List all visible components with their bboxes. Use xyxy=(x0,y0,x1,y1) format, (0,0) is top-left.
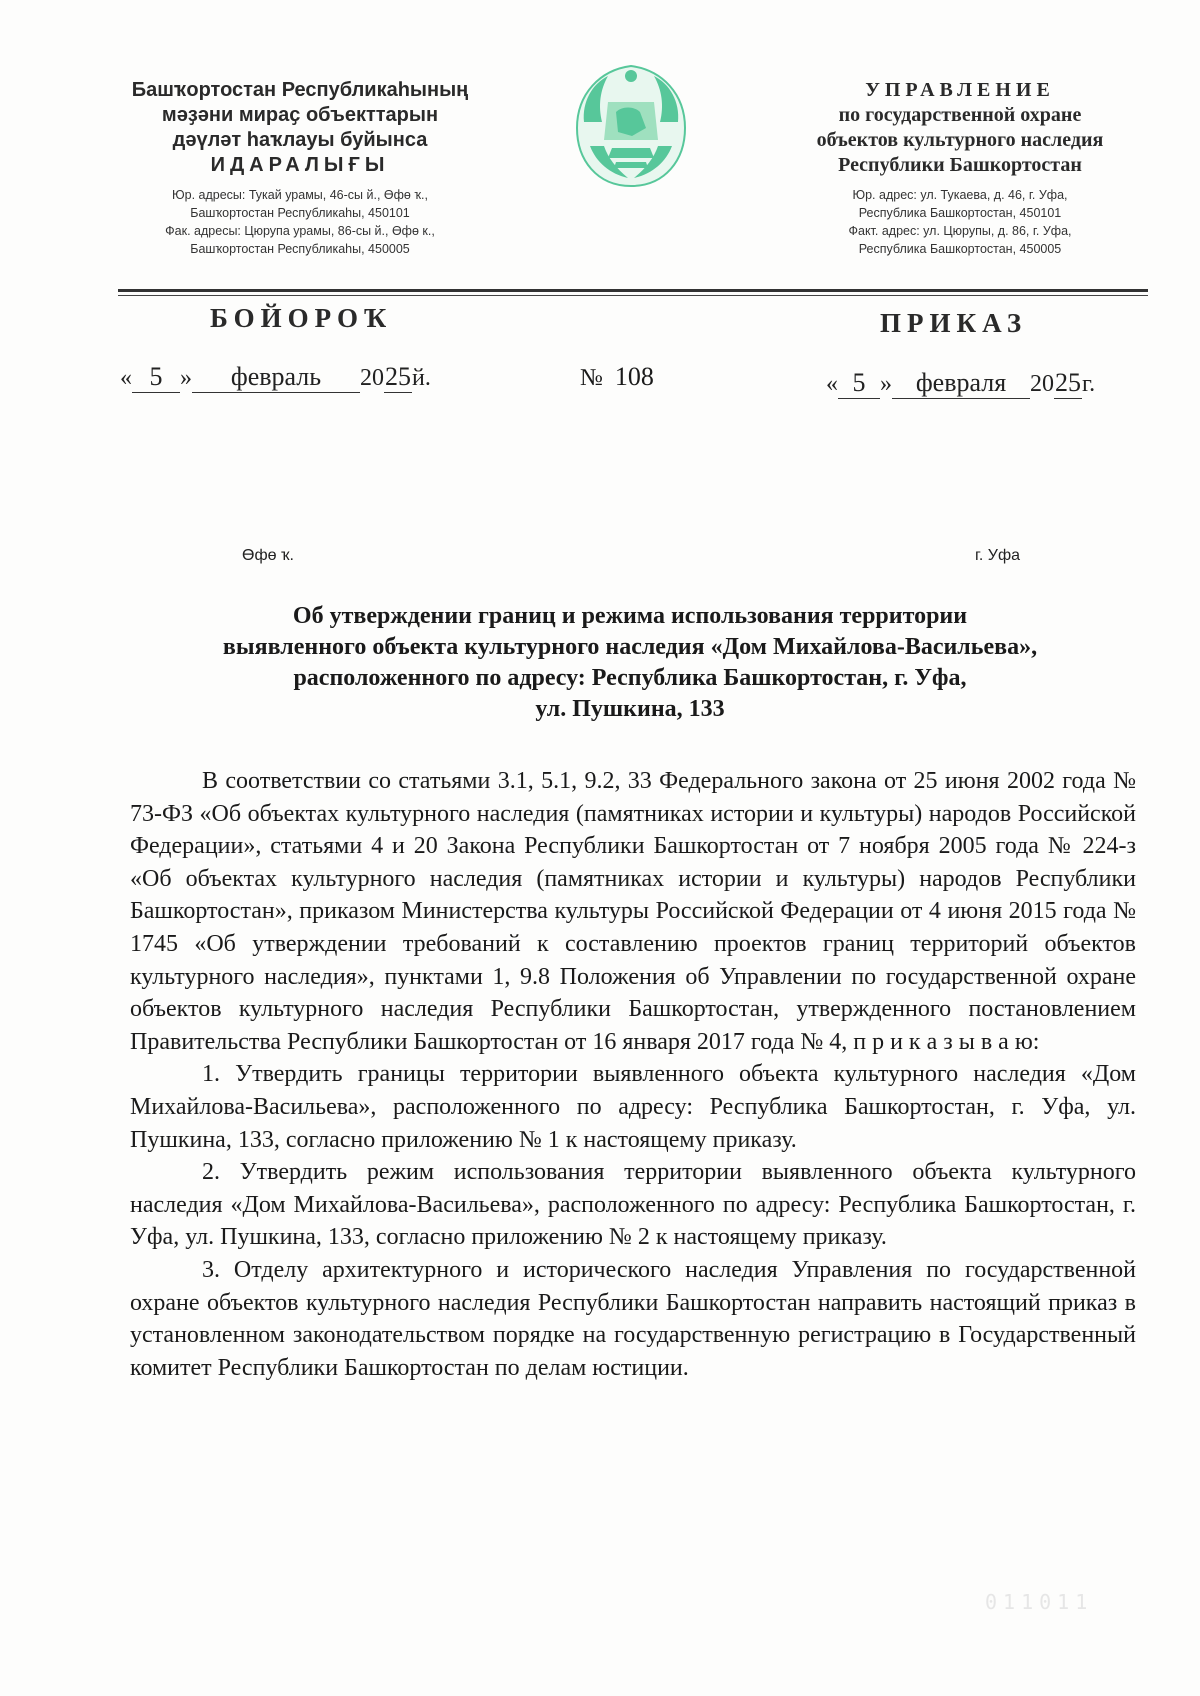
year-prefix: 20 xyxy=(360,365,384,391)
address-left xyxy=(115,186,485,258)
date-right xyxy=(826,368,1095,399)
quote-close: » xyxy=(180,365,192,391)
org-line: мәҙәни мираҫ объекттарын xyxy=(161,104,439,126)
date-day: 5 xyxy=(838,368,880,399)
org-line: дәүләт һаҡлауы буйынса xyxy=(172,129,428,151)
quote-open: « xyxy=(826,371,838,397)
org-line: Республики Башкортостан xyxy=(838,154,1082,176)
city-right: г. Уфа xyxy=(975,547,1020,564)
title-line: расположенного по адресу: Республика Башкортостан, г. Уфа, xyxy=(293,665,967,691)
doc-type-bashkir: БОЙОРОҠ xyxy=(210,303,393,333)
order-number xyxy=(580,362,654,392)
address-line: Башҡортостан Республикаһы, 450101 xyxy=(190,206,410,220)
address-line: Фак. адресы: Цюрупа урамы, 86-сы й., Өфө к., xyxy=(165,224,435,238)
org-line: объектов культурного наследия xyxy=(816,129,1104,151)
org-line: по государственной охране xyxy=(838,104,1082,126)
address-line: Юр. адрес: ул. Тукаева, д. 46, г. Уфа, xyxy=(852,188,1068,202)
address-line: Республика Башкортостан, 450005 xyxy=(858,242,1062,256)
body-paragraph-item-3: 3. Отделу архитектурного и исторического наследия Управления по государственной охране объектов культурного наследия Республики Башкортостан направить настоящий приказ в установленном законодательством порядке на государственную регистрацию в Государственный комитет Республики Башкортостан по делам юстиции. xyxy=(130,1256,1136,1381)
org-line-first: УПРАВЛЕНИЕ xyxy=(865,79,1055,101)
org-line: Башҡортостан Республикаһының xyxy=(131,79,469,101)
year-suffix: 25 xyxy=(1055,368,1081,397)
year-suffix: 25 xyxy=(385,362,411,391)
body-paragraph-item-1: 1. Утвердить границы территории выявленного объекта культурного наследия «Дом Михайлова-Васильева», расположенного по адресу: Республика Башкортостан, г. Уфа, ул. Пушкина, 133, согласно приложению № 1 к настоящему приказу. xyxy=(130,1061,1136,1153)
address-line: Юр. адресы: Тукай урамы, 46-сы й., Өфө ҡ., xyxy=(172,188,428,202)
address-line: Факт. адрес: ул. Цюрупы, д. 86, г. Уфа, xyxy=(848,224,1072,238)
doc-type-russian: ПРИКАЗ xyxy=(880,308,1028,338)
date-day: 5 xyxy=(132,362,180,393)
title-line: Об утверждении границ и режима использования территории xyxy=(292,603,968,629)
city-left: Өфө ҡ. xyxy=(242,547,294,564)
date-left xyxy=(120,362,431,393)
header-divider-thin xyxy=(118,295,1148,296)
title-line: ул. Пушкина, 133 xyxy=(535,696,725,722)
org-line-last: ИДАРАЛЫҒЫ xyxy=(210,154,390,176)
number-sign: № xyxy=(580,365,603,391)
date-month: февраль xyxy=(192,362,360,393)
body-paragraph-preamble: В соответствии со статьями 3.1, 5.1, 9.2, 33 Федерального закона от 25 июня 2002 года № 73-ФЗ «Об объектах культурного наследия (памятниках истории и культуры) народов Российской Федерации», статьями 4 и 20 Закона Республики Башкортостан от 7 ноября 2005 года № 224-з «Об объектах культурного наследия (памятниках истории и культуры) народов Республики Башкортостан», приказом Министерства культуры Российской Федерации от 4 июня 2015 года № 1745 «Об утверждении требований к составлению проектов границ территорий объектов культурного наследия», пунктами 1, 9.8 Положения об Управлении по государственной охране объектов культурного наследия Республики Башкортостан, утвержденного постановлением Правительства Республики Башкортостан от 16 января 2017 года № 4, п р и к а з ы в а ю: xyxy=(130,768,1136,1055)
date-month: февраля xyxy=(892,368,1030,399)
title-line: выявленного объекта культурного наследия «Дом Михайлова-Васильева», xyxy=(222,634,1038,660)
address-line: Башҡортостан Республикаһы, 450005 xyxy=(190,242,410,256)
year-unit: г. xyxy=(1082,371,1096,397)
address-right xyxy=(770,186,1150,258)
year-unit: й. xyxy=(412,365,431,391)
header-divider xyxy=(118,289,1148,292)
header-right-russian xyxy=(770,78,1150,258)
document-body xyxy=(130,765,1136,1384)
year-prefix: 20 xyxy=(1030,371,1054,397)
number-value: 108 xyxy=(614,362,654,391)
page-stamp: 011011 xyxy=(985,1590,1094,1614)
quote-open: « xyxy=(120,365,132,391)
bashkortostan-emblem-icon xyxy=(572,62,690,192)
quote-close: » xyxy=(880,371,892,397)
document-title xyxy=(120,601,1140,725)
body-paragraph-item-2: 2. Утвердить режим использования территории выявленного объекта культурного наследия «Дом Михайлова-Васильева», расположенного по адресу: Республика Башкортостан, г. Уфа, ул. Пушкина, 133, согласно приложению № 2 к настоящему приказу. xyxy=(130,1159,1136,1251)
address-line: Республика Башкортостан, 450101 xyxy=(858,206,1062,220)
header-left-bashkir xyxy=(115,78,485,258)
